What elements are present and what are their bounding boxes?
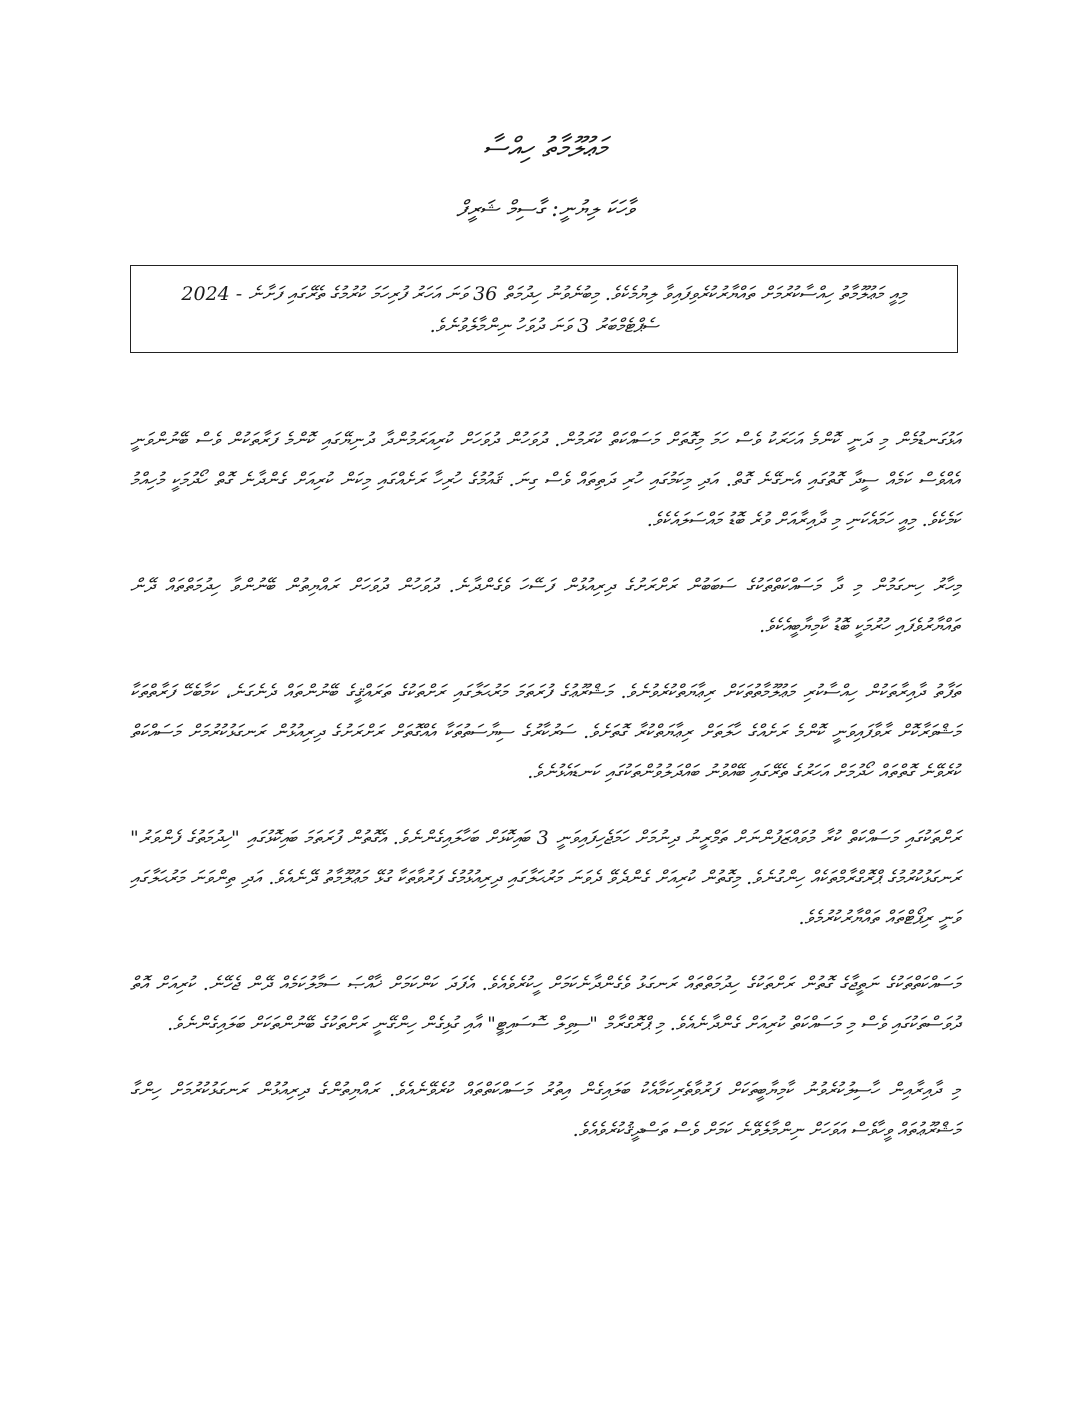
body-paragraph-5: މަސައްކަތްތަކުގެ ނަތީޖާގެ ގޮތުން ރަށްތަކުގެ ހިދުމަތްތައް ރަނގަޅު ވެގެންދާނެކަމަށް ހީކުރެވެއެވެ. އެފަދަ ކަންކަމަށް ޚާއްޞަ ސަމާލުކަމެއް ދޭން ޖެހޭނެ. ކުރިއަށް އޮތް ދުވަސްތަކުގައި ވެސް މި މަސައްކަތް ކުރިއަށް ގެންދާނެއެވެ. މި ޕްރޮގްރާމް "ސިވިލް ސޮސައިޓީ" އާއި ގުޅިގެން ހިންގޭނީ ރަށްތަކުގެ ބޭނުންތަކަށް ބަލައިގެންނެވެ. [130,973,960,1035]
body-paragraph-4: ރަށްތަކުގައި މަސައްކަތް ކުރާ މުވައްޒަފުންނަށް ތަމްރީނު ދިނުމަށް ހަމަޖެހިފައިވަނީ 3 ބައިކޮޅަށް ބަހާލައިގެންނެވެ. އެގޮތުން ފުރަތަމަ ބައިކޮޅުގައި "ހިދުމަތުގެ ފެންވަރު" ރަނގަޅުކުރުމުގެ ޕްރޮގްރާމްތަކެއް ހިންގުނެވެ. މިގޮތުން ކުރިއަށް ގެންދެވޭ ދެވަނަ މަރުޙަލާގައި ދިރިއުޅުމުގެ ފަރުވާތަކާ ގުޅޭ މަޢުލޫމާތު ދޭނެއެވެ. އަދި ތިންވަނަ މަރުޙަލާގައި ވަނީ ރިޕޯޓްތައް ތައްޔާރުކުރުމެވެ. [130,827,960,929]
notice-box: މިއީ މަޢުލޫމާތު ހިއްސާކުރުމަށް ތައްޔާރުކުރެވިފައިވާ ލިޔުމެކެވެ. މިބުނެވުނު ހިދުމަތް 36 ވަނަ އަހަރު ފުރިހަމަ ކުރުމުގެ ތެރޭގައި ފަށާނެ - 2024 ސެޕްޓެމްބަރު 3 ވަނަ ދުވަހު ނިންމާލެވުނެވެ. [130,265,958,353]
author-byline: ވާހަކަ ލިޔުނީ: ގާސިމް ޝަރީފް [456,197,634,222]
document-title: މަޢުލޫމާތު ހިއްސާ [482,131,608,164]
body-paragraph-2: މިހާރު ހިނގަމުން މި ދާ މަސައްކަތްތަކުގެ ސަބަބުން ރަށްރަށުގެ ދިރިއުޅުން ފަސޭހަ ވެގެންދާނެ. ދުވަހުން ދުވަހަށް ރައްޔިތުން ބޭނުންވާ ހިދުމަތްތައް ދޭން ތައްޔާރުވެފައި ހުރުމަކީ ބޮޑު ކާމިޔާބީއެކެވެ. [130,575,960,637]
body-paragraph-3: ތަފާތު ދާއިރާތަކުން ހިއްސާކުރި މަޢުލޫމާތުތަކަށް ރިޢާޔަތްކުރެވުނެވެ. މަޝްރޫޢުގެ ފުރަތަމަ މަރުޙަލާގައި ރަށްތަކުގެ ތަރައްޤީގެ ބޭނުންތައް ދެނެގަނެ، ކަމާބެހޭ ފަރާތްތަކާ މަޝްވަރާކޮށް ރާވާފައިވަނީ ކޮންމެ ރަށެއްގެ ހާލަތަށް ރިޢާޔަތްކުރާ ގޮތަށެވެ. ސަރުކާރުގެ ސިޔާސަތުތަކާ އެއްގޮތަށް ރަށްރަށުގެ ދިރިއުޅުން ރަނގަޅުކުރުމަށް މަސައްކަތް ކުރެވޭނެ ގޮތްތައް ހޯދުމަށް އަހަރުގެ ތެރޭގައި ބޭއްވުނު ބައްދަލުވުންތަކުގައި ކަނޑައެޅުނެވެ. [130,681,960,783]
document-body [130,420,960,1150]
body-paragraph-6: މި ދާއިރާއިން ހާސިލުކުރެވުނު ކާމިޔާބީތަކަށް ފަރުވާތެރިކަމާއެކު ބަލައިގެން އިތުރު މަސައްކަތްތައް ކުރެވޭނެއެވެ. ރައްޔިތުންގެ ދިރިއުޅުން ރަނގަޅުކުރުމަށް ހިންގާ މަޝްރޫޢުތައް ވީހާވެސް އަވަހަށް ނިންމާލެވޭނެ ކަމަށް ވެސް ތަސްދީޤުކުރެވެއެވެ. [130,1079,960,1141]
body-paragraph-1: އަޅުގަނޑުމެން މި ދަނީ ކޮންމެ އަހަރަކު ވެސް ހަމަ މިގޮތަށް މަސައްކަތް ކުރަމުން. ދުވަހުން ދުވަހަށް ކުރިއަރަމުންދާ ދުނިޔޭގައި ކޮންމެ ފަރާތަކުން ވެސް ބޭނުންވަނީ އެއްވެސް ކަމެއް ސީދާ ގޮތުގައި އެނގޭނެ ގޮތް. އަދި މިކަމުގައި ހުރި ދަތިތައް ވެސް ގިނަ. ޤައުމުގެ ހުރިހާ ރަށެއްގައި މިކަން ކުރިއަށް ގެންދާނެ ގޮތް ހޯދުމަކީ މުހިއްމު ކަމެކެވެ. މިއީ ހަމައެކަނި މި ދާއިރާއަށް ވުރެ ބޮޑު މައްސަލައެކެވެ. [130,429,960,531]
